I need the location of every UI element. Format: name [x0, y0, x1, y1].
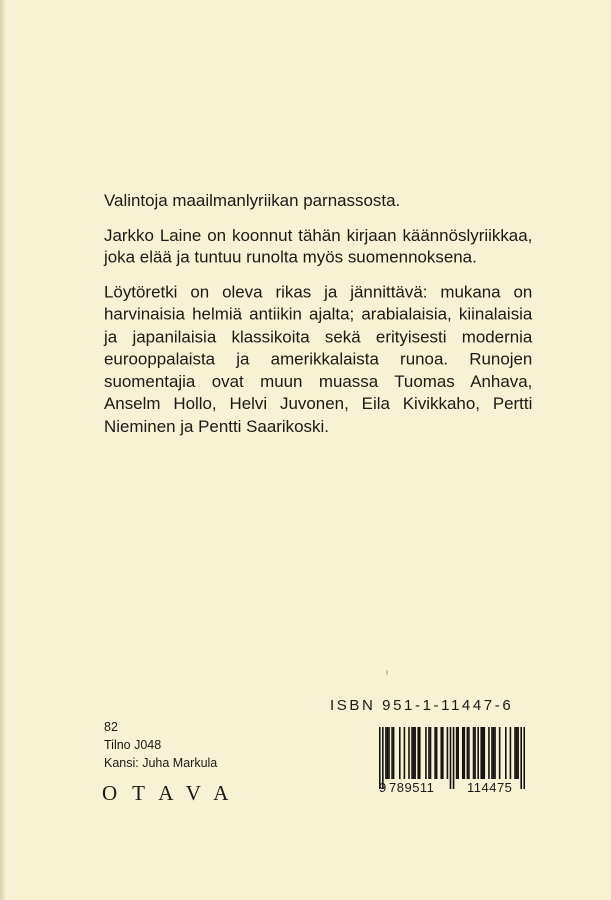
book-number: 82	[104, 720, 118, 734]
barcode-bar	[434, 727, 436, 779]
order-code: Tilno J048	[104, 738, 162, 752]
barcode-bar	[473, 727, 475, 779]
barcode-bar	[517, 727, 519, 779]
barcode-bar	[428, 727, 430, 779]
barcode-bar	[482, 727, 484, 779]
barcode-bar	[425, 727, 427, 779]
cover-credit: Kansi: Juha Markula	[104, 756, 218, 770]
barcode-bar	[462, 727, 464, 779]
barcode-bar	[468, 727, 470, 779]
barcode-bar	[499, 727, 501, 779]
barcode-bar	[387, 727, 389, 779]
barcode-bar	[447, 727, 449, 779]
page-edge-shadow	[0, 0, 6, 900]
barcode-bar	[484, 727, 486, 779]
barcode-bar	[467, 727, 469, 779]
barcode-bar	[417, 727, 419, 779]
barcode-bar	[523, 727, 525, 789]
barcode-bar	[457, 727, 459, 779]
barcode-bar	[480, 727, 482, 779]
isbn-number: ISBN 951-1-11447-6	[330, 697, 514, 714]
paper-speck	[386, 670, 388, 675]
barcode-bar	[440, 727, 442, 779]
barcode-bar	[520, 727, 522, 789]
barcode-bar	[436, 727, 438, 779]
barcode-bar	[505, 727, 507, 779]
barcode-bar	[453, 727, 455, 789]
barcode-bar	[442, 727, 444, 779]
barcode-bar	[488, 727, 490, 779]
barcode-bar	[391, 727, 393, 779]
barcode-bar	[510, 727, 512, 779]
publisher-logo: OTAVA	[102, 781, 244, 805]
barcode-bar	[494, 727, 496, 779]
barcode-right-group: 114475	[467, 780, 513, 795]
back-cover-blurb	[104, 190, 532, 450]
blurb-paragraph-editor: Jarkko Laine on koonnut tähän kirjaan käännöslyriikkaa, joka elää ja tuntuu runolta myös suomennoksena.	[104, 225, 533, 267]
barcode-bar	[514, 727, 516, 779]
barcode-bar	[477, 727, 479, 779]
barcode-bar	[419, 727, 421, 779]
barcode-bar	[393, 727, 395, 779]
barcode-bar	[516, 727, 518, 779]
barcode-bar	[399, 727, 401, 779]
barcode-bar	[430, 727, 432, 779]
book-meta	[104, 718, 217, 772]
blurb-paragraph-contents: Löytöretki on oleva rikas ja jännittävä: mukana on harvinaisia helmiä antiikin ajalta; arabialaisia, kiinalaisia ja japanilaisia klassikoita sekä erityisesti modernia eurooppalaista ja amerikkalaista runoa. Runojen suomentajia ovat muun muassa Tuomas Anhava, Anselm Hollo, Helvi Juvonen, Eila Kivikkaho, Pertti Nieminen ja Pentti Saarikoski.	[104, 282, 533, 436]
barcode-bar	[450, 727, 452, 789]
barcode-bar	[464, 727, 466, 779]
barcode-bar	[404, 727, 406, 779]
barcode-bar	[385, 727, 387, 779]
barcode-bar	[411, 727, 413, 779]
barcode-bar	[491, 727, 493, 779]
barcode-left-group: 789511	[389, 780, 435, 795]
barcode-bar	[474, 727, 476, 779]
barcode-bar	[493, 727, 495, 779]
barcode-bar	[456, 727, 458, 779]
barcode-bar	[414, 727, 416, 779]
barcode-bar	[388, 727, 390, 779]
barcode-first-digit: 9	[379, 780, 387, 795]
barcode-bar	[413, 727, 415, 779]
barcode-bar	[408, 727, 410, 779]
blurb-paragraph-intro: Valintoja maailmanlyriikan parnassosta.	[104, 190, 401, 210]
